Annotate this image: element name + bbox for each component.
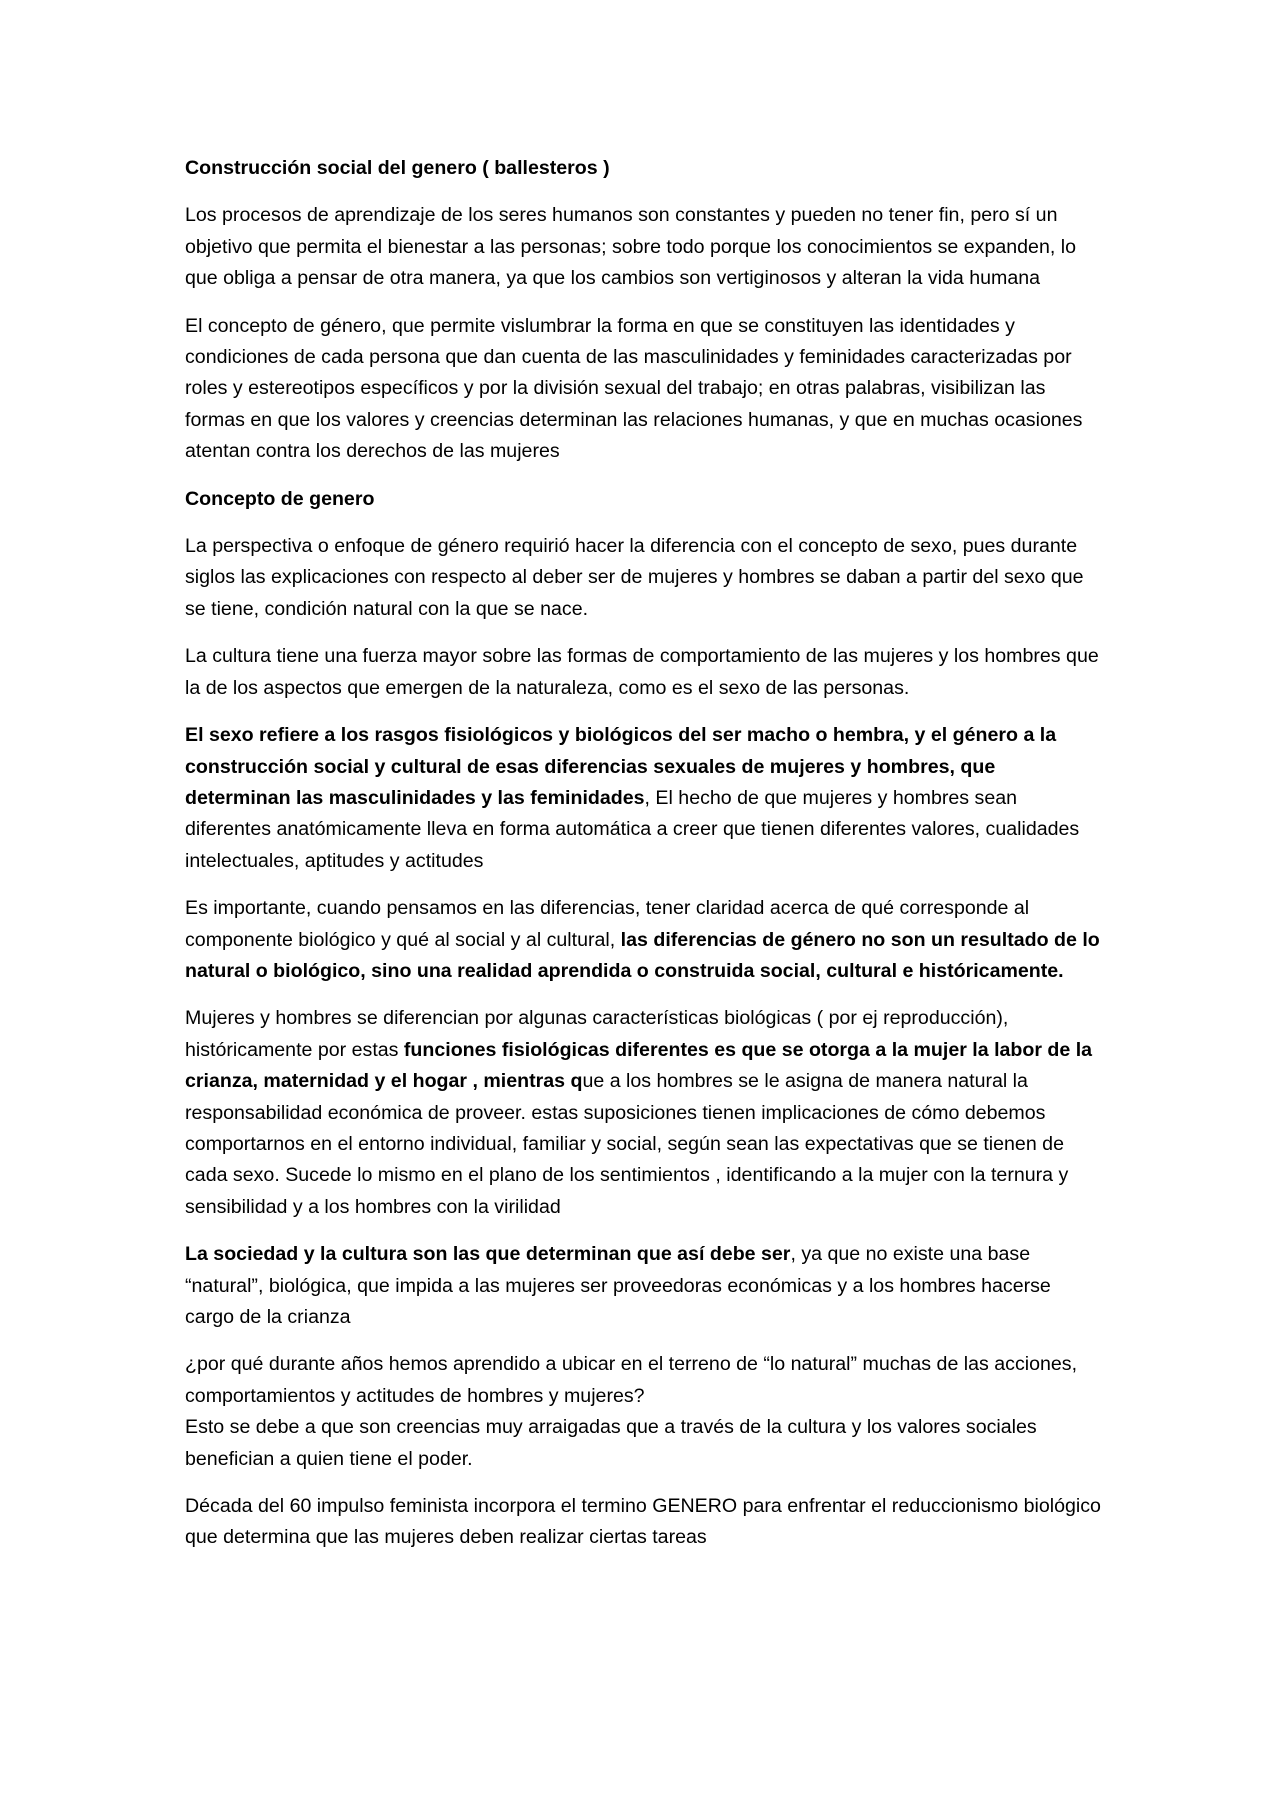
regular-text: ue a los hombres se le asigna de manera natural la responsabilidad económica de proveer. estas suposiciones tienen implicaciones de cómo debemos comportarnos en el entorno individual, familiar y social, según sean las expectativas que se tienen de cada sexo. Sucede lo mismo en el plano de los sentimientos , identificando a la mujer con la ternura y sensibilidad y a los hombres con la virilidad [185,1070,1069,1218]
paragraph-sexo-genero [185,720,1105,877]
paragraph-diferencias [185,893,1105,987]
paragraph-mujeres-hombres [185,1003,1105,1223]
bold-text: La sociedad y la cultura son las que determinan que así debe ser [185,1243,791,1266]
section-heading-concepto-de-genero: Concepto de genero [185,487,375,510]
question-line: ¿por qué durante años hemos aprendido a ubicar en el terreno de “lo natural” muchas de las acciones, comportamientos y actitudes de hombres y mujeres? [185,1353,1078,1407]
paragraph-aprendizaje: Los procesos de aprendizaje de los seres humanos son constantes y pueden no tener fin, pero sí un objetivo que permita el bienestar a las personas; sobre todo porque los conocimientos se expanden, lo que obliga a pensar de otra manera, ya que los cambios son vertiginosos y alteran la vida humana [185,204,1076,290]
paragraph-pregunta [185,1349,1105,1475]
regular-text: , El hecho de que mujeres y hombres sean diferentes anatómicamente lleva en forma automática a creer que tienen diferentes valores, cualidades intelectuales, aptitudes y actitudes [185,786,1080,872]
paragraph-perspectiva: La perspectiva o enfoque de género requirió hacer la diferencia con el concepto de sexo, pues durante siglos las explicaciones con respecto al deber ser de mujeres y hombres se daban a partir del sexo que se tiene, condición natural con la que se nace. [185,535,1084,620]
regular-text: , ya que no existe una base “natural”, biológica, que impida a las mujeres ser proveedoras económicas y a los hombres hacerse cargo de la crianza [185,1243,1051,1328]
paragraph-concepto-genero-intro: El concepto de género, que permite vislumbrar la forma en que se constituyen las identidades y condiciones de cada persona que dan cuenta de las masculinidades y feminidades caracterizadas por roles y estereotipos específicos y por la división sexual del trabajo; en otras palabras, visibilizan las formas en que los valores y creencias determinan las relaciones humanas, y que en muchas ocasiones atentan contra los derechos de las mujeres [185,314,1083,463]
answer-line: Esto se debe a que son creencias muy arraigadas que a través de la cultura y los valores sociales benefician a quien tiene el poder. [185,1416,1037,1470]
bold-text: las diferencias de género no son un resultado de lo natural o biológico, sino una realidad aprendida o construida social, cultural e históricamente. [185,928,1100,982]
regular-text: Mujeres y hombres se diferencian por algunas características biológicas ( por ej reproducción), históricamente por estas [185,1007,1009,1061]
document-title: Construcción social del genero ( ballesteros ) [185,157,610,179]
document-body [185,153,1105,1570]
bold-text: funciones fisiológicas diferentes es que se otorga a la mujer la labor de la crianza, maternidad y el hogar , mientras q [185,1038,1093,1093]
paragraph-cultura: La cultura tiene una fuerza mayor sobre las formas de comportamiento de las mujeres y los hombres que la de los aspectos que emergen de la naturaleza, como es el sexo de las personas. [185,645,1099,699]
paragraph-sociedad-cultura [185,1239,1105,1333]
bold-text: El sexo refiere a los rasgos fisiológicos y biológicos del ser macho o hembra, y el género a la construcción social y cultural de esas diferencias sexuales de mujeres y hombres, que determinan las masculinidades y las feminidades [185,724,1057,809]
regular-text: Es importante, cuando pensamos en las diferencias, tener claridad acerca de qué corresponde al componente biológico y qué al social y al cultural, [185,897,1030,951]
paragraph-decada-60: Década del 60 impulso feminista incorpora el termino GENERO para enfrentar el reduccionismo biológico que determina que las mujeres deben realizar ciertas tareas [185,1495,1101,1549]
